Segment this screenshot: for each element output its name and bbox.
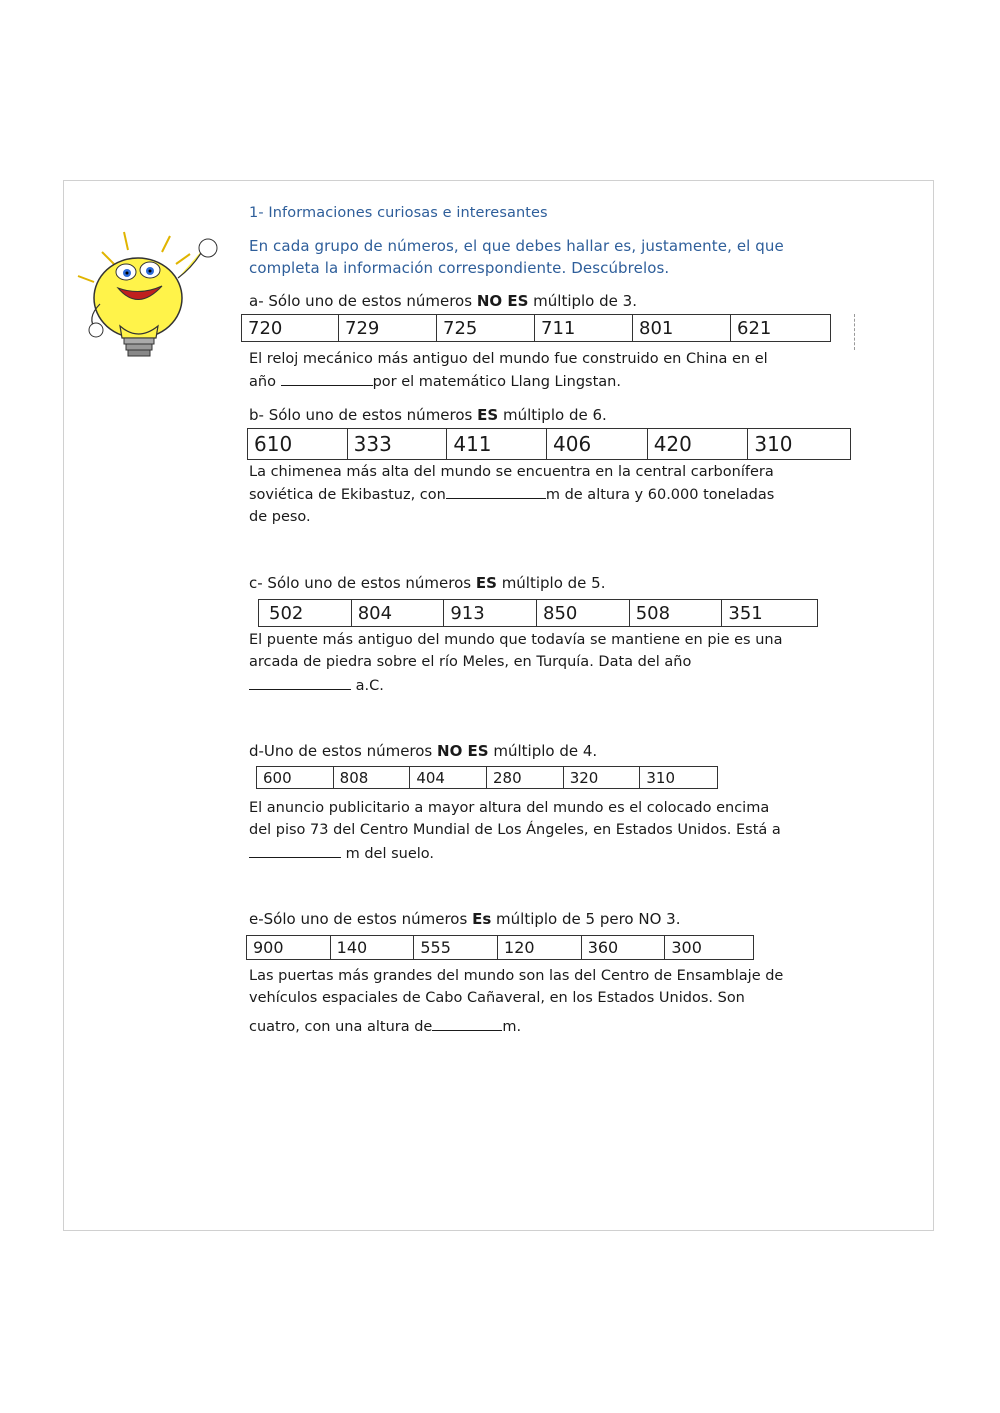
fact-b-line-2-post: m de altura y 60.000 toneladas [545, 487, 775, 503]
number-cell[interactable]: 600 [257, 767, 334, 788]
question-e-prefix: e-Sólo uno de estos números [249, 910, 473, 928]
number-cell[interactable]: 320 [564, 767, 641, 788]
fact-a-line-2 [249, 373, 621, 390]
question-b-prefix: b- Sólo uno de estos números [249, 406, 478, 424]
number-cell[interactable]: 725 [437, 315, 535, 341]
fact-e-line-3-pre: cuatro, con una altura de [249, 1019, 433, 1035]
number-cell[interactable]: 333 [348, 429, 448, 459]
question-c [249, 574, 606, 592]
number-table-b [247, 428, 851, 460]
number-cell[interactable]: 351 [728, 602, 763, 624]
number-cell[interactable]: 913 [444, 600, 537, 626]
answer-blank-c[interactable] [249, 677, 351, 690]
fact-c-line-2: arcada de piedra sobre el río Meles, en Turquía. Data del año [249, 654, 692, 670]
number-cell[interactable]: 808 [334, 767, 411, 788]
number-cell[interactable]: 621 [737, 317, 772, 339]
fact-e-line-2: vehículos espaciales de Cabo Cañaveral, en los Estados Unidos. Son [249, 990, 745, 1006]
question-d-bold: NO ES [437, 742, 489, 760]
number-table-a [241, 314, 831, 342]
number-cell[interactable]: 411 [447, 429, 547, 459]
fact-e-line-1: Las puertas más grandes del mundo son las del Centro de Ensamblaje de [249, 968, 784, 984]
lightbulb-mascot-icon [66, 226, 236, 366]
answer-blank-a[interactable] [281, 373, 373, 386]
fact-c-line-3-post: a.C. [351, 678, 384, 694]
fact-d-line-1: El anuncio publicitario a mayor altura del mundo es el colocado encima [249, 800, 770, 816]
question-a-suffix: múltiplo de 3. [528, 292, 637, 310]
fact-d-line-3 [249, 845, 434, 862]
fact-b-line-2-pre: soviética de Ekibastuz, con [249, 487, 446, 503]
margin-mark [854, 314, 856, 350]
fact-a-line-2-pre: año [249, 374, 281, 390]
section-title: 1- Informaciones curiosas e interesantes [249, 205, 548, 221]
question-a-bold: NO ES [476, 292, 529, 310]
number-cell[interactable]: 310 [754, 432, 793, 456]
number-table-c [258, 599, 818, 627]
question-c-suffix: múltiplo de 5. [496, 574, 606, 592]
answer-blank-e[interactable] [432, 1018, 502, 1031]
question-a-prefix: a- Sólo uno de estos números [249, 292, 477, 310]
question-c-prefix: c- Sólo uno de estos números [249, 574, 476, 592]
question-e-bold: Es [472, 910, 492, 928]
question-c-bold: ES [475, 574, 497, 592]
number-cell[interactable]: 720 [242, 315, 339, 341]
question-b-suffix: múltiplo de 6. [498, 406, 607, 424]
number-cell[interactable]: 280 [487, 767, 564, 788]
fact-a-line-2-post: por el matemático Llang Lingstan. [372, 374, 621, 390]
fact-e-line-3 [249, 1018, 521, 1035]
fact-d-line-2: del piso 73 del Centro Mundial de Los Ángeles, en Estados Unidos. Está a [249, 822, 781, 838]
question-b [249, 406, 607, 424]
number-cell[interactable]: 801 [633, 315, 731, 341]
number-cell[interactable]: 900 [247, 936, 331, 959]
fact-b-line-2 [249, 486, 774, 503]
question-d [249, 742, 597, 760]
fact-b-line-1: La chimenea más alta del mundo se encuentra en la central carbonífera [249, 464, 774, 480]
number-table-e [246, 935, 754, 960]
fact-c-line-3 [249, 677, 384, 694]
fact-d-line-3-post: m del suelo. [341, 846, 435, 862]
instructions-line-2: completa la información correspondiente. Descúbrelos. [249, 259, 670, 277]
fact-c-line-1: El puente más antiguo del mundo que todavía se mantiene en pie es una [249, 632, 783, 648]
number-cell[interactable]: 502 [259, 600, 352, 626]
question-d-suffix: múltiplo de 4. [488, 742, 598, 760]
number-cell[interactable]: 555 [414, 936, 498, 959]
number-cell[interactable]: 140 [331, 936, 415, 959]
number-cell[interactable]: 508 [630, 600, 723, 626]
number-cell[interactable]: 850 [537, 600, 630, 626]
question-e-suffix: múltiplo de 5 pero NO 3. [491, 910, 681, 928]
number-cell[interactable]: 404 [410, 767, 487, 788]
fact-a-line-1: El reloj mecánico más antiguo del mundo fue construido en China en el [249, 351, 768, 367]
number-cell[interactable]: 729 [339, 315, 437, 341]
question-e [249, 910, 680, 928]
number-table-d [256, 766, 718, 789]
number-cell[interactable]: 120 [498, 936, 582, 959]
answer-blank-d[interactable] [249, 845, 341, 858]
answer-blank-b[interactable] [446, 486, 546, 499]
number-cell[interactable]: 420 [648, 429, 749, 459]
instructions-line-1: En cada grupo de números, el que debes hallar es, justamente, el que [249, 237, 784, 255]
number-cell[interactable]: 310 [646, 768, 675, 787]
number-cell[interactable]: 711 [535, 315, 633, 341]
number-cell[interactable]: 406 [547, 429, 648, 459]
fact-e-line-3-post: m. [502, 1019, 522, 1035]
number-cell[interactable]: 610 [248, 429, 348, 459]
question-a [249, 292, 637, 310]
fact-b-line-3: de peso. [249, 509, 311, 525]
number-cell[interactable]: 300 [671, 938, 702, 957]
number-cell[interactable]: 360 [582, 936, 666, 959]
number-cell[interactable]: 804 [352, 600, 445, 626]
question-b-bold: ES [477, 406, 499, 424]
question-d-prefix: d-Uno de estos números [249, 742, 438, 760]
